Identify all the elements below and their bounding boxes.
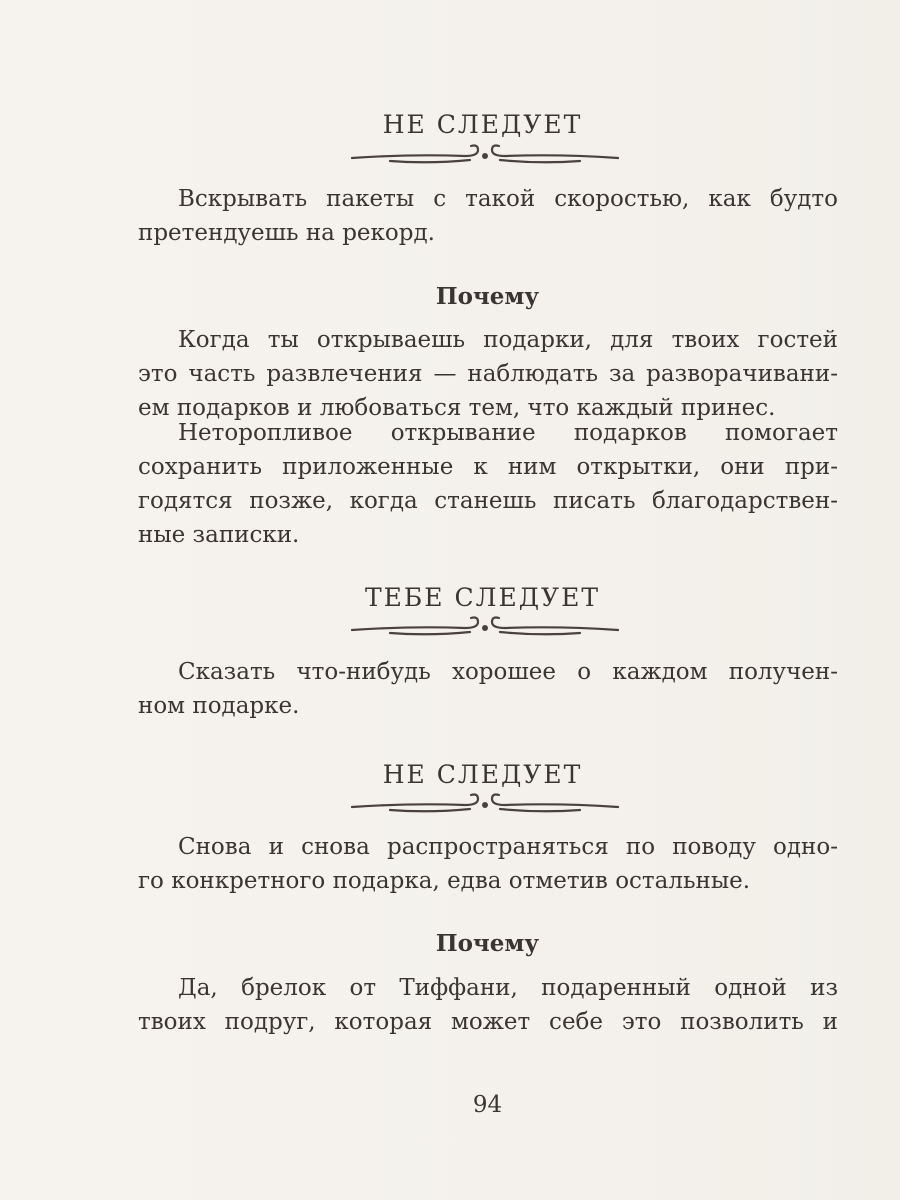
section-heading-dont-1: НЕ СЛЕДУЕТ: [382, 110, 583, 139]
text-line: это часть развлечения — наблюдать за разворачивани-: [138, 361, 838, 387]
text-line: Неторопливое открывание подарков помогает: [178, 420, 838, 446]
text-line: твоих подруг, которая может себе это позволить и: [138, 1009, 838, 1035]
paragraph-why-2: [138, 971, 838, 1039]
text-line: годятся позже, когда станешь писать благодарствен-: [138, 488, 838, 514]
text-line: сохранить приложенные к ним открытки, они при-: [138, 454, 838, 480]
paragraph-why-1b: [138, 416, 838, 552]
text-line: ном подарке.: [138, 693, 300, 719]
paragraph-why-1a: [138, 323, 838, 425]
paragraph-dont-1: [138, 182, 838, 250]
text-line: ные записки.: [138, 522, 300, 548]
text-line: го конкретного подарка, едва отметив остальные.: [138, 868, 751, 894]
subheading-why-1: Почему: [435, 283, 540, 310]
paragraph-do: [138, 655, 838, 723]
ornament-divider-2: [350, 614, 620, 644]
text-line: Когда ты открываешь подарки, для твоих гостей: [178, 327, 838, 353]
text-line: претендуешь на рекорд.: [138, 220, 435, 246]
text-line: Да, брелок от Тиффани, подаренный одной из: [178, 975, 838, 1001]
paragraph-dont-2: [138, 830, 838, 898]
section-heading-do: ТЕБЕ СЛЕДУЕТ: [364, 583, 601, 612]
ornament-divider-3: [350, 791, 620, 821]
page-number: 94: [472, 1092, 503, 1118]
section-heading-dont-2: НЕ СЛЕДУЕТ: [382, 760, 583, 789]
text-line: Снова и снова распространяться по поводу одно-: [178, 834, 838, 860]
text-line: Вскрывать пакеты с такой скоростью, как будто: [178, 186, 838, 212]
text-line: Сказать что-нибудь хорошее о каждом получен-: [178, 659, 838, 685]
ornament-divider-1: [350, 142, 620, 172]
text-line: ем подарков и любоваться тем, что каждый принес.: [138, 395, 776, 421]
subheading-why-2: Почему: [435, 930, 540, 957]
